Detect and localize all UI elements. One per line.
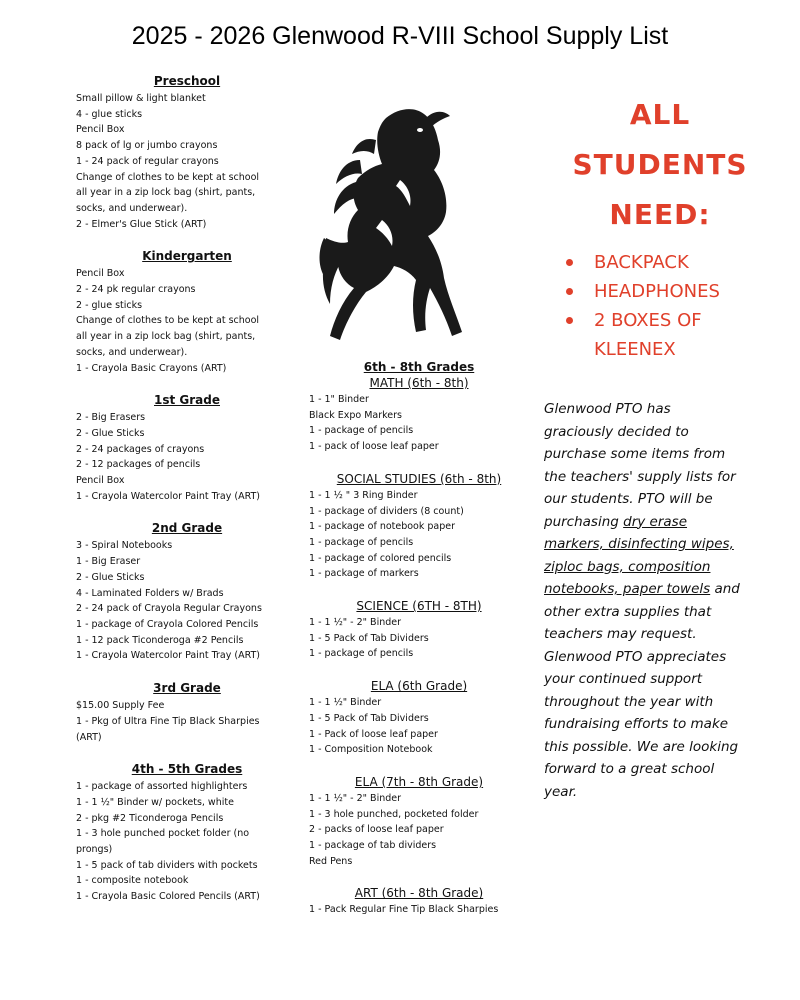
supply-list — [76, 538, 298, 664]
supply-list — [309, 392, 529, 455]
list-item: 1 - 1 ½ " 3 Ring Binder — [309, 489, 418, 501]
section-heading-6th-8th: 6th - 8th Grades — [363, 360, 475, 374]
supply-list — [309, 695, 529, 758]
supply-list — [309, 791, 529, 870]
list-item: 1 - Crayola Basic Crayons (ART) — [76, 362, 227, 374]
list-item: 1 - package of dividers (8 count) — [309, 505, 464, 517]
list-item: 1 - package of tab dividers — [309, 840, 437, 852]
section-title: 4th - 5th Grades — [131, 762, 243, 777]
list-item: 1 - 1 ½" Binder w/ pockets, white — [76, 796, 234, 808]
list-item: Pencil Box — [76, 268, 125, 280]
section-title: 3rd Grade — [153, 681, 221, 696]
list-item: 1 - 3 hole punched, pocketed folder — [309, 808, 479, 820]
middle-column — [309, 360, 529, 935]
list-item: 4 - glue sticks — [76, 108, 143, 120]
mustang-mascot-image — [316, 100, 472, 350]
subject-title: SCIENCE (6TH - 8TH) — [356, 599, 482, 614]
list-item: Pencil Box — [76, 124, 125, 136]
pto-outro-text: and other extra supplies that teachers may request. Glenwood PTO appreciates your continued support throughout the year with fundraising efforts to make this possible. We are looking forward to a great school year. — [544, 581, 740, 800]
list-item — [566, 335, 780, 364]
list-item: 2 - Glue Sticks — [76, 427, 145, 439]
list-item: 1 - package of Crayola Colored Pencils — [76, 618, 259, 630]
list-item: Small pillow & light blanket — [76, 93, 206, 104]
supply-list — [309, 902, 529, 918]
pto-note — [544, 398, 744, 803]
subject-title: ELA (7th - 8th Grade) — [354, 774, 484, 789]
supply-list — [76, 266, 298, 376]
list-item: Red Pens — [309, 855, 353, 867]
list-item: 1 - 5 pack of tab dividers with pockets — [76, 859, 258, 871]
list-item: 1 - package of notebook paper — [309, 521, 456, 533]
list-item: Change of clothes to be kept at school — [76, 171, 260, 183]
item-text: BACKPACK — [594, 252, 689, 273]
list-item: 1 - Crayola Watercolor Paint Tray (ART) — [76, 650, 261, 662]
section-kindergarten — [76, 249, 298, 376]
item-text: KLEENEX — [594, 339, 676, 360]
bullet-icon — [566, 288, 573, 295]
section-title: Kindergarten — [142, 249, 232, 264]
list-item: 2 - 24 pack of Crayola Regular Crayons — [76, 603, 262, 615]
list-item: 1 - 5 Pack of Tab Dividers — [309, 632, 429, 644]
list-item: all year in a zip lock bag (shirt, pants, — [76, 187, 256, 199]
list-item: 1 - Pack of loose leaf paper — [309, 728, 438, 740]
list-item: 1 - Big Eraser — [76, 556, 141, 568]
list-item: 3 - Spiral Notebooks — [76, 540, 173, 552]
list-item: 2 - glue sticks — [76, 299, 143, 311]
list-item: 1 - package of pencils — [309, 425, 414, 437]
bullet-icon — [566, 317, 573, 324]
list-item: socks, and underwear). — [76, 202, 188, 214]
list-item: 2 - 24 pk regular crayons — [76, 284, 196, 296]
supply-list — [76, 779, 298, 905]
list-item: 1 - 5 Pack of Tab Dividers — [309, 712, 429, 724]
all-students-heading-line: NEED: — [609, 198, 711, 231]
item-text: HEADPHONES — [594, 281, 720, 302]
list-item: 1 - composite notebook — [76, 875, 189, 887]
section-art — [309, 886, 529, 918]
list-item: 1 - 3 hole punched pocket folder (no — [76, 828, 250, 840]
list-item — [566, 306, 780, 335]
list-item: 1 - package of colored pencils — [309, 552, 452, 564]
supply-list — [76, 698, 298, 745]
section-science — [309, 599, 529, 662]
all-students-need-box — [540, 90, 780, 364]
list-item: 2 - 24 packages of crayons — [76, 443, 205, 455]
list-item: 1 - package of markers — [309, 568, 419, 580]
list-item: 1 - 1" Binder — [309, 394, 369, 405]
page-title: 2025 - 2026 Glenwood R-VIII School Supply List — [131, 22, 669, 50]
section-ela-7th-8th — [309, 775, 529, 870]
list-item: Change of clothes to be kept at school — [76, 315, 260, 327]
supply-list — [76, 410, 298, 504]
list-item: Black Expo Markers — [309, 409, 402, 421]
section-math — [309, 376, 529, 455]
list-item: 1 - package of pencils — [309, 648, 414, 660]
bullet-icon — [566, 259, 573, 266]
all-students-heading-line: STUDENTS — [572, 148, 748, 181]
list-item: 2 - Elmer's Glue Stick (ART) — [76, 218, 207, 230]
section-preschool — [76, 74, 298, 232]
pto-intro-text: Glenwood PTO has graciously decided to purchase some items from the teachers' supply lists for our students. PTO will be purchasing — [544, 401, 736, 530]
section-3rd-grade — [76, 681, 298, 745]
left-column — [76, 74, 298, 922]
section-4th-5th-grades — [76, 762, 298, 905]
list-item: 1 - package of assorted highlighters — [76, 781, 248, 793]
list-item: 2 - Glue Sticks — [76, 571, 145, 583]
list-item: Pencil Box — [76, 475, 125, 487]
list-item: 1 - Crayola Watercolor Paint Tray (ART) — [76, 490, 261, 502]
section-ela-6th — [309, 679, 529, 758]
list-item: 1 - 1 ½" Binder — [309, 697, 382, 709]
list-item: 2 - pkg #2 Ticonderoga Pencils — [76, 812, 224, 824]
all-students-list — [540, 248, 780, 364]
list-item: 1 - 24 pack of regular crayons — [76, 155, 219, 167]
section-social-studies — [309, 472, 529, 582]
list-item: 1 - 1 ½" - 2" Binder — [309, 617, 402, 629]
section-title: 2nd Grade — [151, 521, 223, 536]
section-1st-grade — [76, 393, 298, 504]
supply-list — [309, 615, 529, 662]
supply-list — [76, 91, 298, 232]
list-item: 1 - Pkg of Ultra Fine Tip Black Sharpies — [76, 715, 260, 727]
subject-title: MATH (6th - 8th) — [369, 376, 469, 390]
list-item — [566, 248, 780, 277]
list-item: 1 - Crayola Basic Colored Pencils (ART) — [76, 891, 260, 903]
section-title: 1st Grade — [154, 393, 220, 408]
pto-purchased-items: dry erase markers, disinfecting wipes, ziploc bags, composition notebooks, paper towels — [544, 513, 734, 597]
list-item — [566, 277, 780, 306]
list-item: (ART) — [76, 731, 102, 743]
subject-title: ELA (6th Grade) — [370, 679, 468, 694]
list-item: 1 - 1 ½" - 2" Binder — [309, 792, 402, 804]
section-2nd-grade — [76, 521, 298, 664]
list-item: 4 - Laminated Folders w/ Brads — [76, 587, 224, 599]
list-item: 2 - packs of loose leaf paper — [309, 824, 444, 836]
supply-list — [309, 488, 529, 582]
list-item: all year in a zip lock bag (shirt, pants, — [76, 331, 256, 343]
all-students-heading-line: ALL — [629, 98, 691, 131]
list-item: 1 - Pack Regular Fine Tip Black Sharpies — [309, 904, 499, 916]
list-item: 2 - Big Erasers — [76, 412, 146, 424]
list-item: prongs) — [76, 844, 113, 856]
subject-title: ART (6th - 8th Grade) — [354, 886, 484, 901]
list-item: 1 - 12 pack Ticonderoga #2 Pencils — [76, 634, 244, 646]
list-item: 1 - pack of loose leaf paper — [309, 441, 439, 453]
list-item: $15.00 Supply Fee — [76, 700, 165, 712]
list-item: 1 - package of pencils — [309, 536, 414, 548]
subject-title: SOCIAL STUDIES (6th - 8th) — [336, 471, 502, 486]
section-title: Preschool — [153, 74, 221, 88]
list-item: 1 - Composition Notebook — [309, 744, 433, 756]
list-item: 8 pack of lg or jumbo crayons — [76, 140, 218, 152]
list-item: 2 - 12 packages of pencils — [76, 459, 201, 471]
list-item: socks, and underwear). — [76, 346, 188, 358]
item-text: 2 BOXES OF — [594, 310, 702, 331]
